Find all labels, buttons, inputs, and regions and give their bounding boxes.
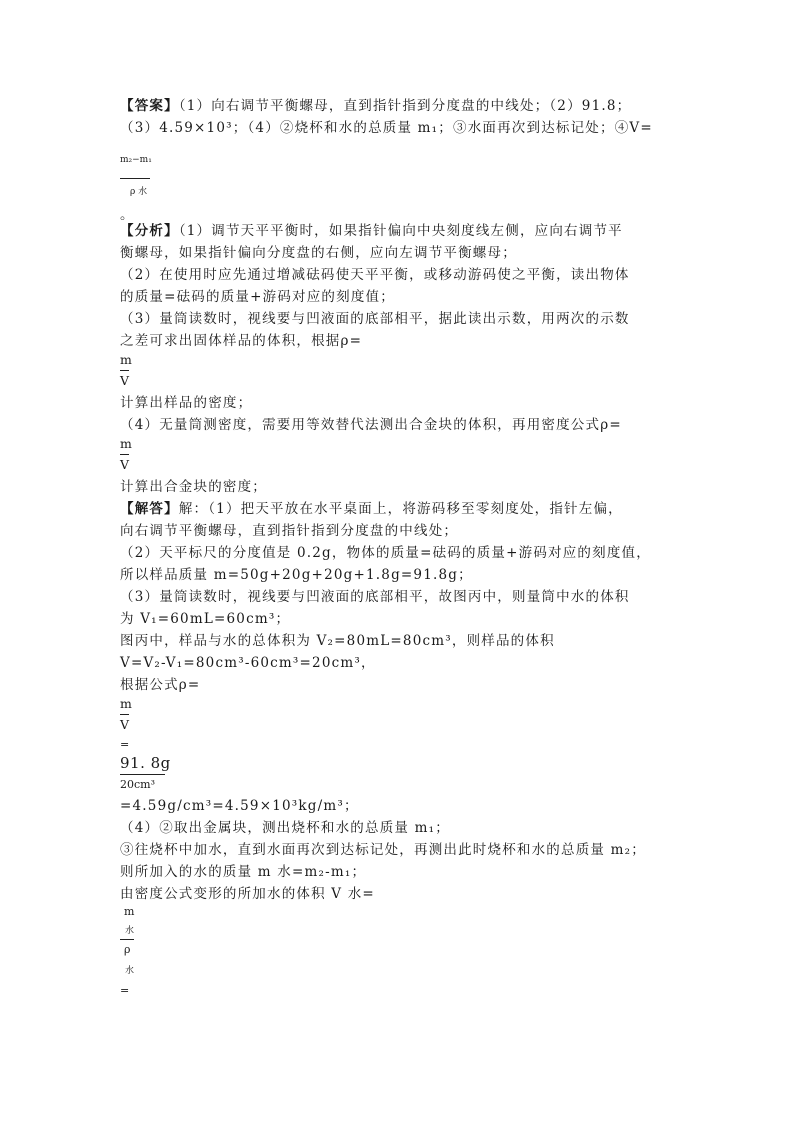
text-line: m₂−m₁ (120, 155, 152, 165)
text-line: 衡螺母，如果指针偏向分度盘的右侧，应向左调节平衡螺母； (120, 245, 517, 261)
text-line: 之差可求出固体样品的体积，根据ρ= (120, 333, 363, 349)
text-line: 所以样品质量 m=50g+20g+20g+1.8g=91.8g； (120, 567, 473, 583)
text-line: ρ (124, 943, 131, 956)
text-line: 【分析】（1）调节天平平衡时，如果指针偏向中央刻度线左侧，应向右调节平 (120, 223, 623, 239)
text-line: ③往烧杯中加水，直到水面再次到达标记处，再测出此时烧杯和水的总质量 m₂； (120, 842, 646, 858)
fraction-bar (120, 939, 134, 940)
text-line: ρ 水 (130, 187, 148, 197)
text-line: = (120, 738, 130, 751)
fraction-bar (120, 178, 150, 179)
fraction-bar (120, 454, 129, 455)
text-line: 根据公式ρ= (120, 677, 201, 693)
text-line: （3）4.59×10³；（4）②烧杯和水的总质量 m₁；③水面再次到达标记处；④V= (120, 120, 653, 136)
fraction-bar (120, 714, 129, 715)
text-line: 【答案】（1）向右调节平衡螺母，直到指针指到分度盘的中线处；（2）91.8； (120, 98, 632, 114)
fraction-bar (120, 370, 129, 371)
fraction-bar (120, 774, 165, 775)
text-line: 的质量=砝码的质量+游码对应的刻度值； (120, 289, 395, 305)
text-line: （4）②取出金属块，测出烧杯和水的总质量 m₁； (120, 820, 450, 836)
text-line: （4）无量筒测密度，需要用等效替代法测出合金块的体积，再用密度公式ρ= (120, 417, 622, 433)
text-line: 水 (125, 966, 135, 976)
text-line: 20cm³ (120, 778, 155, 791)
text-line: 图丙中，样品与水的总体积为 V₂=80mL=80cm³，则样品的体积 (120, 633, 555, 649)
section-label: 【答案】 (120, 98, 179, 114)
text-line: =4.59g/cm³=4.59×10³kg/m³； (120, 798, 359, 814)
text-line: 计算出样品的密度； (120, 395, 253, 411)
text-line: V (120, 373, 130, 388)
text-line: V (120, 457, 130, 472)
text-line: = (120, 984, 130, 997)
text-line: 向右调节平衡螺母，直到指针指到分度盘的中线处； (120, 523, 459, 539)
text-line: （3）量筒读数时，视线要与凹液面的底部相平，故图丙中，则量筒中水的体积 (120, 589, 630, 605)
text-line: m (120, 352, 132, 367)
text-line: （2）在使用时应先通过增减砝码使天平平衡，或移动游码使之平衡，读出物体 (120, 267, 630, 283)
text-line: 为 V₁=60mL=60cm³； (120, 611, 291, 627)
text-line: （2）天平标尺的分度值是 0.2g，物体的质量=砝码的质量+游码对应的刻度值， (120, 545, 651, 561)
text-line: m (124, 905, 135, 918)
text-line: V (120, 717, 130, 732)
text-line: 计算出合金块的密度； (120, 479, 267, 495)
text-line: 则所加入的水的质量 m 水=m₂-m₁； (120, 864, 367, 880)
text-line: V=V₂-V₁=80cm³-60cm³=20cm³， (120, 655, 376, 671)
section-label: 【分析】 (120, 223, 179, 239)
text-line: 【解答】解：（1）把天平放在水平桌面上，将游码移至零刻度处，指针左偏， (120, 501, 623, 517)
text-line: m (120, 436, 132, 451)
text-line: （3）量筒读数时，视线要与凹液面的底部相平，据此读出示数，用两次的示数 (120, 311, 630, 327)
text-line: m (120, 696, 132, 711)
text-line: 91. 8g (120, 754, 171, 772)
text-line: 水 (125, 926, 135, 936)
section-label: 【解答】 (120, 501, 179, 517)
text-line: 由密度公式变形的所加水的体积 V 水= (120, 886, 375, 902)
text-line: 。 (120, 207, 135, 223)
